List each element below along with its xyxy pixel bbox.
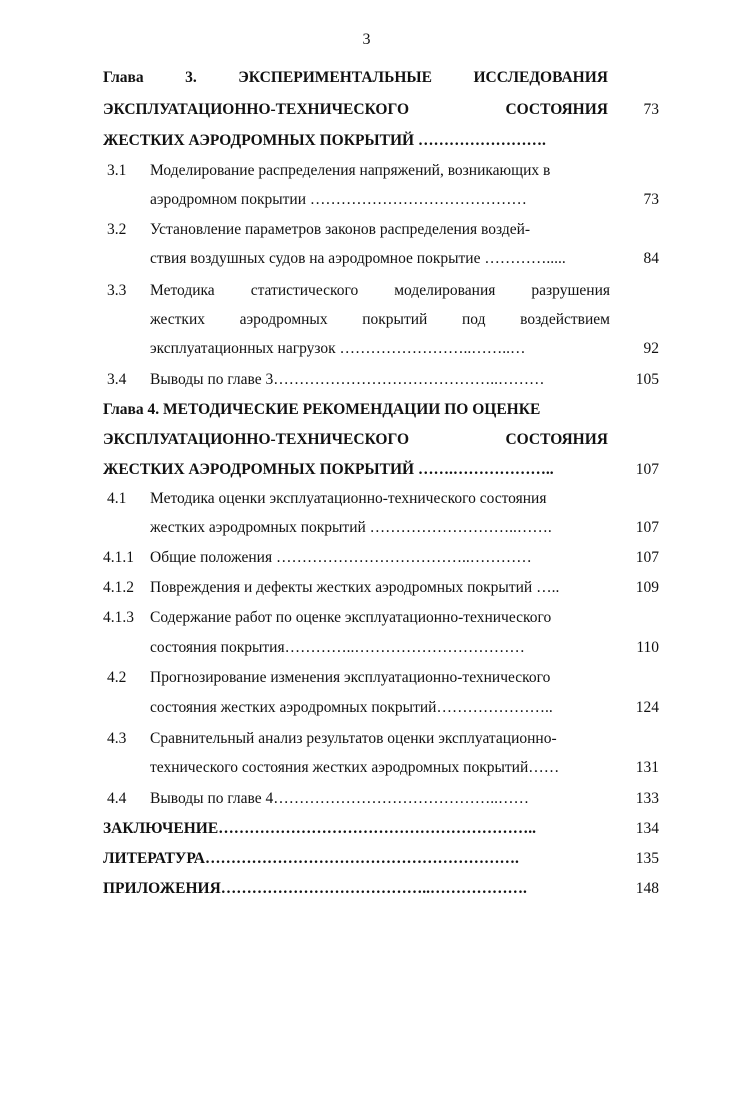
page-number: 3	[362, 31, 371, 48]
conclusion-page: 134	[635, 820, 659, 837]
section-3-4-number: 3.4	[107, 371, 127, 388]
chapter-3-title-line-2: ЭКСПЛУАТАЦИОННО-ТЕХНИЧЕСКОГО СОСТОЯНИЯ	[103, 101, 608, 118]
section-3-1-line-2: аэродромном покрытии ……………………………………	[150, 191, 527, 208]
section-4-1-number: 4.1	[107, 490, 127, 507]
conclusion-title: ЗАКЛЮЧЕНИЕ……………………………………………………..	[103, 820, 536, 837]
chapter-4-title-line-2: ЭКСПЛУАТАЦИОННО-ТЕХНИЧЕСКОГО СОСТОЯНИЯ	[103, 431, 608, 448]
section-4-2-line-1: Прогнозирование изменения эксплуатационно-технического	[150, 669, 551, 686]
section-4-1-2-title: Повреждения и дефекты жестких аэродромных покрытий …..	[150, 579, 560, 596]
section-4-1-3-line-2: состояния покрытия…………..……………………………	[150, 639, 525, 656]
section-3-3-number: 3.3	[107, 282, 127, 299]
section-4-1-page: 107	[635, 519, 659, 536]
section-4-4-page: 133	[635, 790, 659, 807]
section-3-2-line-1: Установление параметров законов распределения воздей-	[150, 221, 531, 238]
section-4-3-line-1: Сравнительный анализ результатов оценки эксплуатационно-	[150, 730, 557, 747]
section-4-2-line-2: состояния жестких аэродромных покрытий…………………..	[150, 699, 553, 716]
section-4-1-3-page: 110	[636, 639, 659, 656]
section-3-3-line-2: жестких аэродромных покрытий под воздействием	[150, 311, 610, 328]
section-4-1-2-number: 4.1.2	[103, 579, 134, 596]
section-4-3-number: 4.3	[107, 730, 127, 747]
section-3-1-page: 73	[643, 191, 659, 208]
literature-title: ЛИТЕРАТУРА…………………………………………………….	[103, 850, 519, 867]
section-3-2-number: 3.2	[107, 221, 127, 238]
section-3-4-page: 105	[635, 371, 659, 388]
section-4-1-line-1: Методика оценки эксплуатационно-технического состояния	[150, 490, 547, 507]
appendices-title: ПРИЛОЖЕНИЯ…………………………………..……………….	[103, 880, 527, 897]
section-4-4-title: Выводы по главе 4……………………………………..……	[150, 790, 530, 807]
section-4-1-1-number: 4.1.1	[103, 549, 134, 566]
section-4-2-number: 4.2	[107, 669, 127, 686]
section-4-1-3-number: 4.1.3	[103, 609, 134, 626]
section-3-3-line-1: Методика статистического моделирования разрушения	[150, 282, 610, 299]
section-4-1-line-2: жестких аэродромных покрытий ………………………..…….	[150, 519, 552, 536]
chapter-3-title-line-3: ЖЕСТКИХ АЭРОДРОМНЫХ ПОКРЫТИЙ …………………….	[103, 132, 546, 149]
section-3-3-page: 92	[643, 340, 659, 357]
chapter-4-page: 107	[635, 461, 659, 478]
chapter-4-title-line-3: ЖЕСТКИХ АЭРОДРОМНЫХ ПОКРЫТИЙ …….………………..	[103, 461, 554, 478]
section-4-1-1-title: Общие положения ………………………………..…………	[150, 549, 532, 566]
section-3-4-title: Выводы по главе 3……………………………………..………	[150, 371, 545, 388]
section-4-2-page: 124	[635, 699, 659, 716]
appendices-page: 148	[635, 880, 659, 897]
chapter-3-title-line-1: Глава 3. ЭКСПЕРИМЕНТАЛЬНЫЕ ИССЛЕДОВАНИЯ	[103, 69, 608, 86]
section-4-1-3-line-1: Содержание работ по оценке эксплуатационно-технического	[150, 609, 552, 626]
section-3-2-page: 84	[643, 250, 659, 267]
section-4-1-2-page: 109	[635, 579, 659, 596]
section-4-3-page: 131	[635, 759, 659, 776]
section-3-1-number: 3.1	[107, 162, 127, 179]
section-3-1-line-1: Моделирование распределения напряжений, возникающих в	[150, 162, 551, 179]
section-4-3-line-2: технического состояния жестких аэродромных покрытий……	[150, 759, 560, 776]
chapter-4-title-line-1: Глава 4. МЕТОДИЧЕСКИЕ РЕКОМЕНДАЦИИ ПО ОЦЕНКЕ	[103, 401, 541, 418]
section-4-4-number: 4.4	[107, 790, 127, 807]
section-3-3-line-3: эксплуатационных нагрузок ……………………..……..…	[150, 340, 526, 357]
literature-page: 135	[635, 850, 659, 867]
section-3-2-line-2: ствия воздушных судов на аэродромное покрытие ………….....	[150, 250, 566, 267]
section-4-1-1-page: 107	[635, 549, 659, 566]
chapter-3-page: 73	[643, 101, 659, 118]
